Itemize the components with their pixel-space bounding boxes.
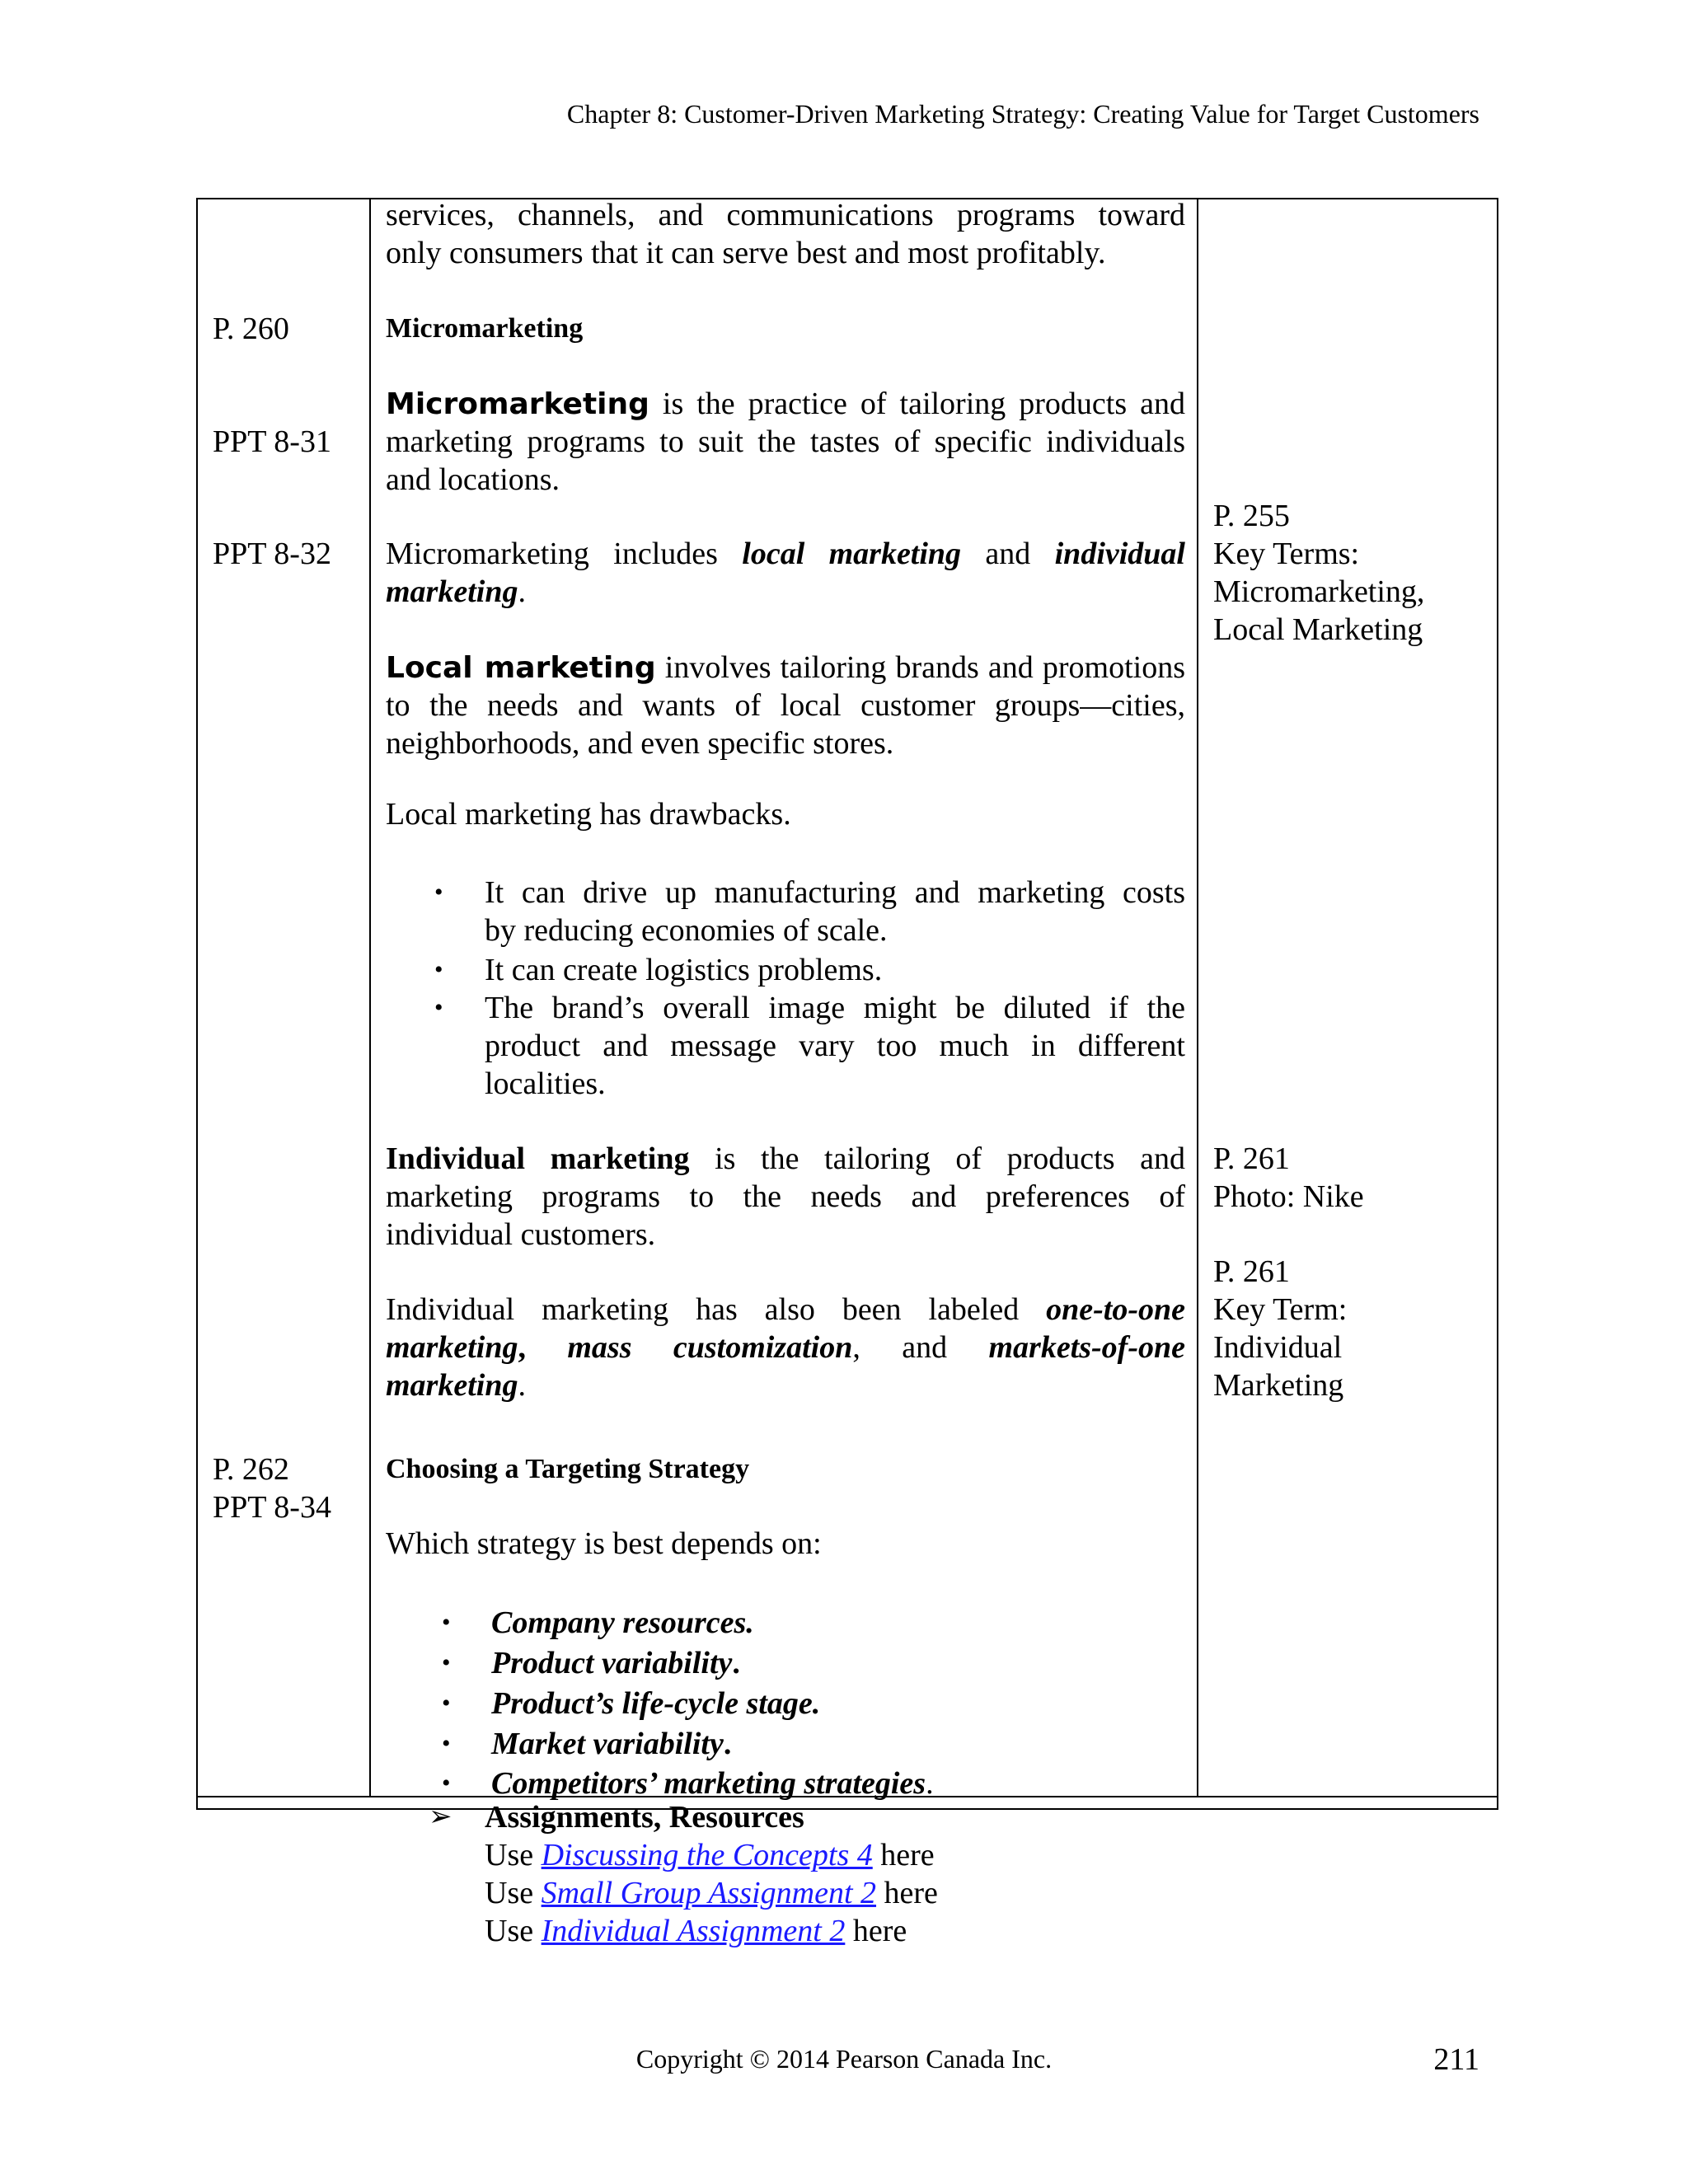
- marketing-term: marketing: [386, 574, 518, 609]
- drawback-1-line-2: by reducing economies of scale.: [485, 913, 888, 948]
- drawback-3-line-1: The brand’s overall image might be diluted if the: [485, 991, 1185, 1025]
- right-ref-2-line-2: Photo: Nike: [1213, 1179, 1364, 1214]
- micromarketing-definition-line-3: and locations.: [386, 462, 560, 497]
- ref-ppt-8-31: PPT 8-31: [213, 424, 331, 459]
- micromarketing-heading: Micromarketing: [386, 313, 584, 344]
- labeled-text: Individual marketing has also been labeled: [386, 1292, 1047, 1327]
- drawback-3-line-3: localities.: [485, 1066, 606, 1101]
- right-ref-3-line-4: Marketing: [1213, 1368, 1344, 1403]
- strategy-factor-5: [491, 1765, 934, 1802]
- assignment-line-2: [485, 1874, 938, 1912]
- local-marketing-term: local marketing: [742, 537, 962, 571]
- continued-line-1: services, channels, and communications programs toward: [386, 198, 1185, 232]
- strategy-factor-4: [491, 1725, 731, 1763]
- markets-of-one-term: markets-of-one: [988, 1330, 1185, 1365]
- drawbacks-intro: Local marketing has drawbacks.: [386, 797, 791, 832]
- strategy-factor-2: [491, 1644, 740, 1682]
- assignment-line-1: [485, 1836, 935, 1874]
- right-ref-1-line-1: P. 255: [1213, 499, 1290, 533]
- right-ref-3-line-2: Key Term:: [1213, 1292, 1348, 1327]
- column-divider-1: [369, 199, 371, 1796]
- depends-intro: Which strategy is best depends on:: [386, 1526, 822, 1561]
- ref-ppt-8-32: PPT 8-32: [213, 537, 331, 571]
- ref-p262: P. 262: [213, 1452, 289, 1487]
- and-text: , and: [852, 1330, 989, 1365]
- mass-customization-term: mass customization: [567, 1330, 853, 1365]
- ref-p260: P. 260: [213, 312, 289, 346]
- bullet-dot: •: [442, 1609, 451, 1636]
- includes-line-1: [386, 535, 1185, 573]
- use-text: Use: [485, 1876, 542, 1910]
- micromarketing-term: Micromarketing: [386, 387, 649, 421]
- local-marketing-line-3: neighborhoods, and even specific stores.: [386, 726, 894, 761]
- includes-line-2: [386, 573, 1185, 611]
- use-text: Use: [485, 1838, 542, 1872]
- includes-and: and: [961, 537, 1055, 571]
- targeting-strategy-heading: Choosing a Targeting Strategy: [386, 1454, 750, 1484]
- bullet-dot: •: [434, 994, 443, 1021]
- period: .: [926, 1766, 934, 1801]
- bullet-dot: •: [434, 879, 443, 906]
- individual-assignment-link[interactable]: Individual Assignment 2: [541, 1914, 846, 1948]
- individual-marketing-line-2: marketing programs to the needs and preferences of: [386, 1179, 1185, 1214]
- period: .: [723, 1727, 732, 1761]
- copyright-footer: Copyright © 2014 Pearson Canada Inc.: [635, 2044, 1053, 2074]
- ref-ppt-8-34: PPT 8-34: [213, 1490, 331, 1525]
- strategy-factor-2-text: Product variability: [491, 1646, 733, 1680]
- individual-marketing-line-1: [386, 1140, 1185, 1178]
- here-text: here: [872, 1838, 935, 1872]
- local-marketing-line-1: [386, 649, 1185, 687]
- page-number: 211: [1433, 2042, 1479, 2077]
- right-ref-3-line-3: Individual: [1213, 1330, 1343, 1365]
- labeled-line-2: [386, 1329, 1185, 1366]
- micromarketing-definition-line-1: [386, 385, 1185, 424]
- local-marketing-definition-term: Local marketing: [386, 651, 656, 685]
- local-marketing-definition-text: involves tailoring brands and promotions: [655, 650, 1186, 685]
- lecture-table: [196, 198, 1498, 1948]
- right-ref-1-line-4: Local Marketing: [1213, 612, 1423, 647]
- bullet-dot: •: [442, 1730, 451, 1757]
- bullet-dot: •: [442, 1690, 451, 1717]
- small-group-assignment-link[interactable]: Small Group Assignment 2: [541, 1876, 877, 1910]
- drawback-2-line-1: It can create logistics problems.: [485, 953, 883, 987]
- arrow-bullet-icon: ➢: [429, 1802, 452, 1832]
- individual-marketing-term: Individual marketing: [386, 1141, 690, 1176]
- discussing-concepts-link[interactable]: Discussing the Concepts 4: [541, 1838, 873, 1872]
- includes-text: Micromarketing includes: [386, 537, 743, 571]
- strategy-factor-5-text: Competitors’ marketing strategies: [491, 1766, 926, 1801]
- individual-marketing-line-3: individual customers.: [386, 1217, 656, 1252]
- comma: ,: [518, 1330, 568, 1365]
- right-ref-3-line-1: P. 261: [1213, 1254, 1290, 1289]
- page-header: Chapter 8: Customer-Driven Marketing Strategy: Creating Value for Target Customers: [566, 99, 1479, 129]
- bullet-dot: •: [442, 1769, 451, 1797]
- period: .: [518, 1368, 526, 1403]
- strategy-factor-1: Company resources.: [491, 1605, 754, 1640]
- bullet-dot: •: [434, 956, 443, 983]
- labeled-line-3: [386, 1366, 1185, 1404]
- local-marketing-line-2: to the needs and wants of local customer groups—cities,: [386, 688, 1185, 723]
- micromarketing-definition-line-2: marketing programs to suit the tastes of specific individuals: [386, 424, 1185, 459]
- here-text: here: [845, 1914, 907, 1948]
- individual-marketing-text: is the tailoring of products and: [689, 1141, 1185, 1176]
- assignment-line-3: [485, 1912, 907, 1950]
- period: .: [732, 1646, 740, 1680]
- right-ref-1-line-2: Key Terms:: [1213, 537, 1360, 571]
- strategy-factor-4-text: Market variability: [491, 1727, 724, 1761]
- micromarketing-definition-text: is the practice of tailoring products and: [649, 387, 1185, 421]
- assignments-heading: Assignments, Resources: [485, 1800, 804, 1835]
- right-ref-2-line-1: P. 261: [1213, 1141, 1290, 1176]
- drawback-1-line-1: It can drive up manufacturing and marketing costs: [485, 875, 1185, 910]
- use-text: Use: [485, 1914, 542, 1948]
- one-to-one-term: one-to-one: [1046, 1292, 1185, 1327]
- continued-line-2: only consumers that it can serve best and most profitably.: [386, 236, 1106, 270]
- marketing-term: marketing: [386, 1368, 518, 1403]
- individual-term: individual: [1054, 537, 1185, 571]
- includes-period: .: [518, 574, 526, 609]
- column-divider-2: [1197, 199, 1198, 1796]
- here-text: here: [876, 1876, 938, 1910]
- labeled-line-1: [386, 1291, 1185, 1329]
- strategy-factor-3: Product’s life-cycle stage.: [491, 1686, 821, 1721]
- bullet-dot: •: [442, 1649, 451, 1676]
- marketing-term: marketing: [386, 1330, 518, 1365]
- right-ref-1-line-3: Micromarketing,: [1213, 574, 1425, 609]
- drawback-3-line-2: product and message vary too much in different: [485, 1029, 1185, 1063]
